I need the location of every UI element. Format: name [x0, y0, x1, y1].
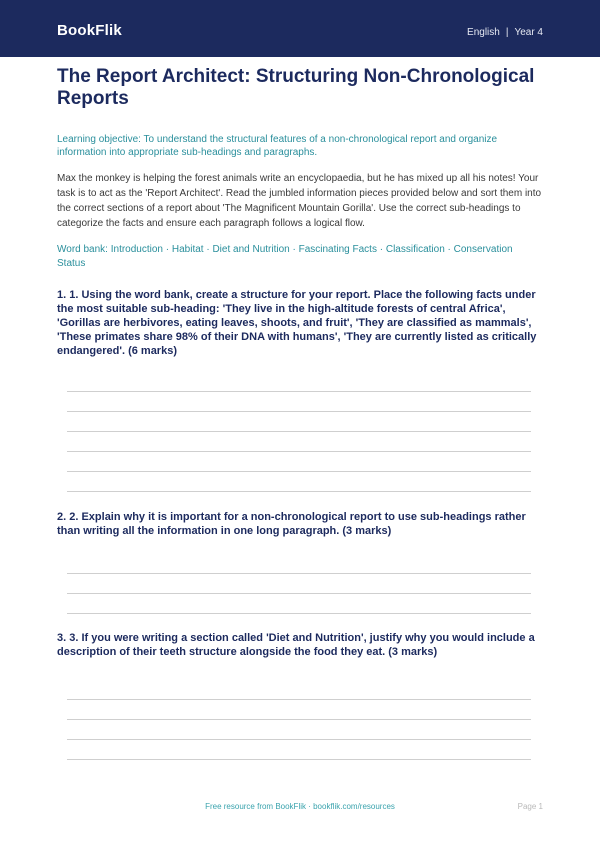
answer-line[interactable] — [67, 720, 531, 740]
answer-line[interactable] — [67, 594, 531, 614]
answer-line[interactable] — [67, 574, 531, 594]
header-meta — [467, 27, 543, 38]
answer-line[interactable] — [67, 554, 531, 574]
answer-line[interactable] — [67, 740, 531, 760]
answer-area-2[interactable] — [57, 554, 543, 614]
question-2: 2. 2. Explain why it is important for a non-chronological report to use sub-headings rather than writing all the information in one long paragraph. (3 marks) — [57, 511, 526, 537]
answer-line[interactable] — [67, 392, 531, 412]
question-1: 1. 1. Using the word bank, create a structure for your report. Place the following facts under the most suitable sub-heading: 'They live in the high-altitude forests of central Africa', 'Gorillas are herbivores, eating leaves, shoots, and fruit', 'They are classified as mammals', 'These primates share 98% of their DNA with humans', 'They are currently listed as critically endangered'. (6 marks) — [57, 289, 537, 357]
footer-credit-link[interactable]: Free resource from BookFlik · bookflik.com/resources — [205, 802, 395, 811]
answer-line[interactable] — [67, 680, 531, 700]
learning-objective: Learning objective: To understand the structural features of a non-chronological report and organize information into appropriate sub-headings and paragraphs. — [57, 134, 498, 158]
answer-lines[interactable] — [67, 554, 531, 614]
answer-line[interactable] — [67, 700, 531, 720]
answer-line[interactable] — [67, 432, 531, 452]
answer-area-1[interactable] — [57, 372, 543, 492]
question-3: 3. 3. If you were writing a section called 'Diet and Nutrition', justify why you would include a description of their teeth structure alongside the food they eat. (3 marks) — [57, 632, 535, 658]
task-introduction: Max the monkey is helping the forest animals write an encyclopaedia, but he has mixed up all his notes! Your task is to act as the 'Report Architect'. Read the jumbled information pieces provided below and sort them into the correct sections of a report about 'The Magnificent Mountain Gorilla'. Use the correct sub-headings to categorize the facts and ensure each paragraph follows a logical flow. — [57, 173, 542, 229]
year-label: Year 4 — [514, 27, 543, 38]
page-header — [0, 0, 600, 57]
answer-line[interactable] — [67, 472, 531, 492]
word-bank: Word bank: Introduction · Habitat · Diet and Nutrition · Fascinating Facts · Classification · Conservation Status — [57, 244, 513, 269]
answer-line[interactable] — [67, 372, 531, 392]
answer-area-3[interactable] — [57, 680, 543, 760]
worksheet-title: The Report Architect: Structuring Non-Chronological Reports — [57, 66, 535, 109]
page-footer — [0, 802, 600, 814]
page-number: Page 1 — [517, 802, 543, 811]
answer-line[interactable] — [67, 412, 531, 432]
meta-separator: | — [505, 27, 509, 38]
answer-line[interactable] — [67, 452, 531, 472]
subject-label: English — [467, 27, 500, 38]
brand-logo[interactable]: BookFlik — [57, 22, 122, 39]
answer-lines[interactable] — [67, 680, 531, 760]
worksheet-body — [57, 66, 543, 760]
answer-lines[interactable] — [67, 372, 531, 492]
